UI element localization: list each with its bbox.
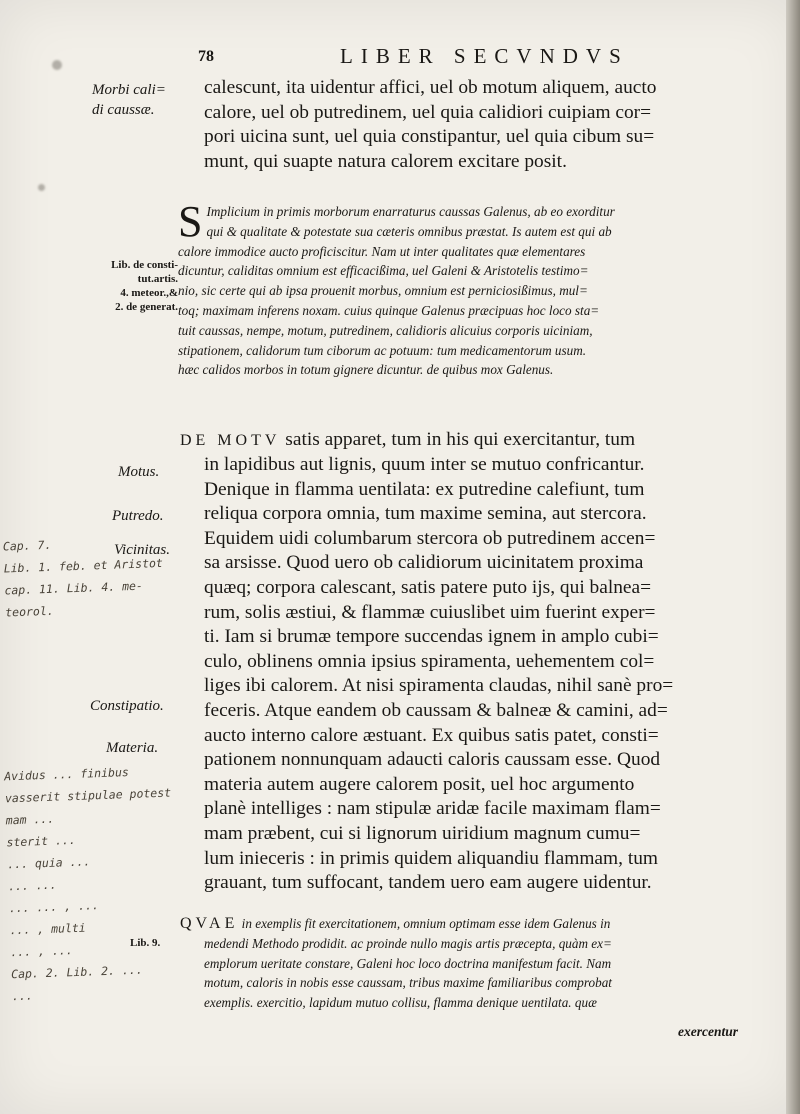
margin-note-lib9: Lib. 9. (130, 937, 161, 949)
handwritten-line: ... quia ... (7, 854, 91, 872)
margin-line: di caussæ. (92, 102, 155, 118)
text-line: dicuntur, caliditas omnium est efficacißima, uel Galeni & Aristotelis testimo= (178, 263, 589, 279)
text-line: feceris. Atque eandem ob caussam & balneæ & camini, ad= (204, 699, 668, 721)
text-span: satis apparet, tum in his qui exercitantur, tum (285, 429, 636, 450)
handwritten-line: mam ... (5, 811, 55, 828)
text-line: calore immodice aucto proficiscitur. Nam ut inter qualitates quæ elementares (178, 243, 586, 259)
text-line: materia autem augere calorem posit, uel hoc argumento (204, 773, 635, 795)
catchword: exercentur (678, 1024, 738, 1039)
margin-line: tut.artis. (137, 273, 178, 285)
margin-note-materia: Materia. (106, 740, 159, 756)
text-line: ti. Iam si brumæ tempore succendas ignem in amplo cubi= (204, 626, 659, 648)
margin-note-references (66, 258, 178, 314)
main-text-paragraph-1 (204, 76, 744, 174)
handwritten-line: cap. 11. Lib. 4. me- (4, 578, 144, 598)
handwritten-line: vasserit stipulae potest (4, 785, 172, 806)
margin-note-vicinitas: Vicinitas. (114, 542, 170, 558)
text-line: calescunt, ita uidentur affici, uel ob motum aliquem, aucto (204, 77, 657, 98)
text-line: munt, qui suapte natura calorem excitare posit. (204, 150, 567, 172)
margin-line: Morbi cali= (92, 82, 166, 98)
commentary-block-1 (178, 197, 738, 380)
section-lead: DE MOTV (180, 432, 281, 449)
handwritten-line: Cap. 2. Lib. 2. ... (10, 962, 143, 982)
margin-note-constipatio: Constipatio. (90, 698, 164, 714)
text-line: Implicium in primis morborum enarraturus caussas Galenus, ab eo exorditur (206, 204, 615, 219)
handwritten-line: sterit ... (6, 832, 76, 850)
ink-spot (38, 184, 45, 191)
main-text-paragraph-2-body (204, 453, 744, 896)
text-line: in lapidibus aut lignis, quum inter se mutuo confricantur. (204, 454, 645, 475)
handwritten-line: Lib. 1. feb. et Aristot (3, 555, 164, 576)
text-line: rum, solis æstiui, & flammæ cuiuslibet uim fuerint exper= (204, 601, 656, 623)
text-line: emplorum ueritate constare, Galeni hoc loco doctrina manifestum facit. Nam (204, 955, 612, 971)
margin-line: 4. meteor.,& (120, 287, 178, 299)
text-line: pori uicina sunt, uel quia constipantur, uel quia cibum su= (204, 126, 655, 148)
text-line: Equidem uidi columbarum stercora ob putredinem accen= (204, 527, 656, 549)
page-edge-shadow (786, 0, 800, 1114)
text-line: lum inieceris : in primis quidem aliquandiu flammam, tum (204, 847, 658, 869)
text-line: aucto interno calore æstuant. Ex quibus satis patet, consti= (204, 724, 659, 746)
margin-note-putredo: Putredo. (112, 508, 164, 524)
main-text-paragraph-2 (180, 428, 742, 454)
handwritten-line: Cap. 7. (2, 537, 52, 554)
drop-capital: S (178, 197, 203, 246)
text-line: pationem nonnunquam adaucti caloris caussam esse. Quod (204, 749, 661, 771)
text-line: calore, uel ob putredinem, uel quia calidiori cuipiam cor= (204, 101, 652, 123)
text-line: medendi Methodo prodidit. ac proinde nullo magis artis præcepta, quàm ex= (204, 935, 612, 951)
text-line: nio, sic certe qui ab ipsa prouenit morbus, omnium est perniciosißimus, mul= (178, 283, 588, 299)
text-line: toq; maximam inferens noxam. cuius quinque Galenus præcipuas hoc loco sta= (178, 302, 600, 318)
text-line (180, 914, 740, 934)
text-line: tuit caussas, nempe, motum, putredinem, calidioris alicuius corporis uiciniam, (178, 322, 593, 338)
margin-line: 2. de generat. (115, 301, 178, 313)
text-line: hæc calidos morbos in totum gignere dicuntur. de quibus mox Galenus. (178, 362, 554, 378)
text-line: grauant, tum suffocant, tandem uero eam augere uidentur. (204, 872, 652, 894)
handwritten-line: Avidus ... finibus (3, 765, 130, 784)
handwritten-annotation-upper (3, 529, 206, 624)
text-line: mam præbent, cui si lignorum uiridium magnum cumu= (204, 822, 641, 844)
page-header (0, 44, 800, 68)
margin-line: Lib. de consti- (111, 259, 178, 271)
text-line: reliqua corpora omnia, tum maxime semina, aut stercora. (204, 503, 647, 525)
handwritten-line: ... (11, 988, 33, 1004)
text-line: quæq; corpora calescant, satis patere puto ijs, qui balnea= (204, 576, 652, 598)
section-lead: QVAE (180, 915, 239, 932)
page-number: 78 (198, 48, 214, 65)
commentary-block-2 (180, 914, 740, 1013)
text-line: culo, oblinens omnia ipsius spiramenta, uehementem col= (204, 650, 655, 672)
handwritten-annotation-lower (4, 759, 202, 1007)
handwritten-line: ... ... , ... (8, 898, 100, 916)
handwritten-line: ... , multi (9, 920, 86, 938)
handwritten-line: teorol. (4, 603, 54, 620)
text-line: motum, caloris in nobis esse caussam, tribus maxime familiaribus comprobat (204, 975, 612, 991)
margin-note-motus: Motus. (118, 464, 160, 480)
handwritten-line: ... ... (7, 877, 57, 894)
running-title: LIBER SECVNDVS (340, 44, 629, 68)
text-span: in exemplis fit exercitationem, omnium optimam esse idem Galenus in (241, 916, 611, 931)
text-line: exemplis. exercitio, lapidum mutuo collisu, flamma denique uentilata. quæ (204, 995, 597, 1011)
text-line: sa arsisse. Quod uero ob calidiorum uicinitatem proxima (204, 552, 644, 574)
text-line: liges ibi calorem. At nisi spiramenta claudas, nihil sanè pro= (204, 675, 674, 697)
text-line (180, 428, 742, 454)
text-line: planè intelliges : nam stipulæ aridæ facile maximam flam= (204, 798, 661, 820)
text-line: Denique in flamma uentilata: ex putredine calefiunt, tum (204, 478, 645, 500)
text-line: stipationem, calidorum tum ciborum ac potuum: tum medicamentorum usum. (178, 342, 587, 358)
text-line: qui & qualitate & potestate sua cæteris omnibus præstat. Is autem est qui ab (206, 223, 612, 239)
margin-note-morbi (92, 80, 166, 120)
handwritten-line: ... , ... (10, 943, 73, 960)
